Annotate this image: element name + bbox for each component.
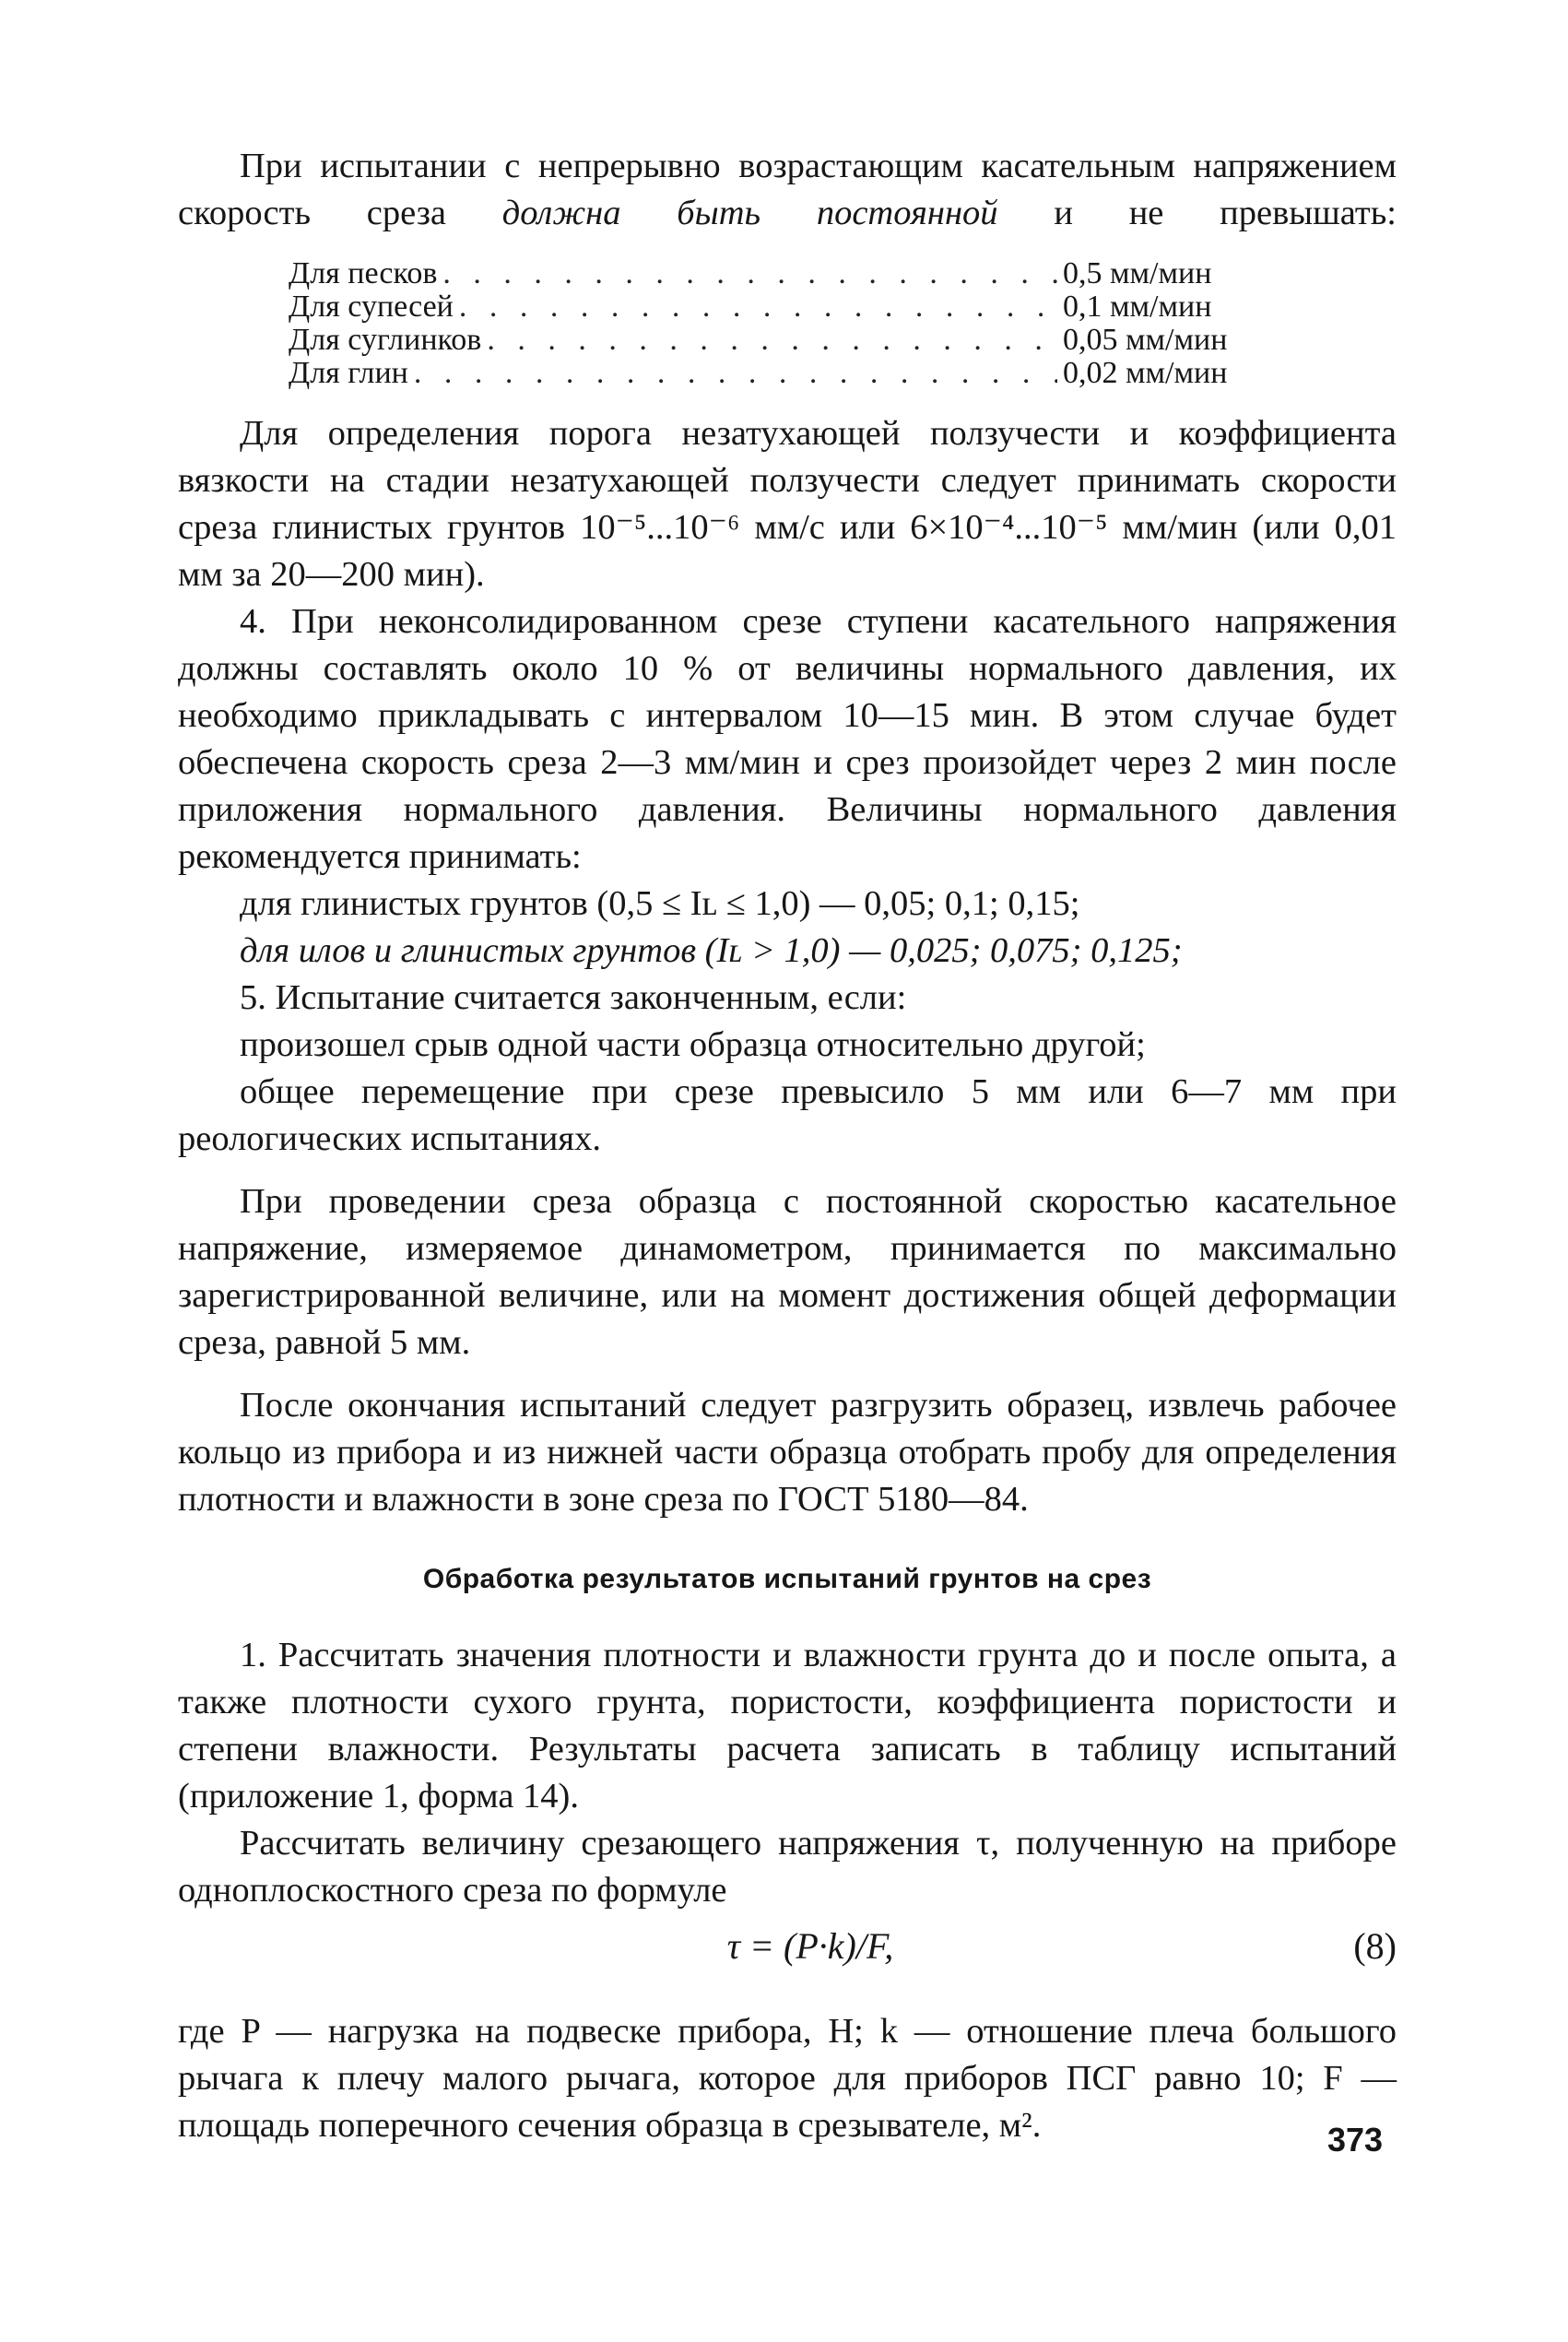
formula-number: (8) — [1353, 1925, 1397, 1967]
processing-step-1: 1. Рассчитать значения плотности и влажности грунта до и после опыта, а также плотности сухого грунта, пористости, коэффициента пористости и степени влажности. Результаты расчета записать в таблицу испытаний (приложение 1, форма 14). — [178, 1636, 1397, 1816]
speed-soil: Для глин — [289, 356, 408, 390]
section-heading: Обработка результатов испытаний грунтов на срез — [422, 1564, 1152, 1594]
creep-paragraph: Для определения порога незатухающей ползучести и коэффициента вязкости на стадии незатухающей ползучести следует принимать скорости среза глинистых грунтов 10⁻⁵...10⁻⁶ мм/с или 6×10⁻⁴...10⁻⁵ мм/мин (или 0,01 мм за 20—200 мин). — [178, 414, 1397, 594]
after-test-paragraph: После окончания испытаний следует разгрузить образец, извлечь рабочее кольцо из прибора и из нижней части образца отобрать пробу для определения плотности и влажности в зоне среза по ГОСТ 5180—84. — [178, 1386, 1397, 1519]
dot-leader — [442, 257, 1057, 290]
where-paragraph: где P — нагрузка на подвеске прибора, Н; k — отношение плеча большого рычага к плечу малого рычага, которое для приборов ПСГ равно 10; F — площадь поперечного сечения образца в срезывателе, м². — [178, 2012, 1397, 2145]
speed-row — [289, 290, 1284, 324]
condition-2: общее перемещение при срезе превысило 5 мм или 6—7 мм при реологических испытаниях. — [178, 1072, 1397, 1158]
shear-stress-formula: τ = (P·k)/F, — [726, 1925, 894, 1967]
speed-soil: Для суглинков — [289, 323, 482, 357]
speed-row — [289, 357, 1284, 390]
processing-step-2: Рассчитать величину срезающего напряжения τ, полученную на приборе одноплоскостного среза по формуле — [178, 1824, 1397, 1910]
speed-row — [289, 257, 1284, 290]
page-body — [178, 143, 1397, 2149]
formula-row — [178, 1920, 1397, 1973]
dot-leader — [414, 357, 1057, 390]
page-number: 373 — [1327, 2121, 1384, 2159]
speed-soil: Для супесей — [289, 290, 454, 324]
speed-row — [289, 324, 1284, 357]
pressure-clay-line: для глинистых грунтов (0,5 ≤ Iʟ ≤ 1,0) — 0,05; 0,1; 0,15; — [240, 884, 1080, 923]
pressure-silt-line: для илов и глинистых грунтов (Iʟ > 1,0) — 0,025; 0,075; 0,125; — [240, 931, 1183, 970]
speed-value: 0,1 мм/мин — [1063, 290, 1212, 324]
speed-value: 0,5 мм/мин — [1063, 256, 1212, 290]
item-4-paragraph: 4. При неконсолидированном срезе ступени касательного напряжения должны составлять около 10 % от величины нормального давления, их необходимо прикладывать с интервалом 10—15 мин. В этом случае будет обеспечена скорость среза 2—3 мм/мин и срез произойдет через 2 мин после приложения нормального давления. Величины нормального давления рекомендуется принимать: — [178, 602, 1397, 876]
condition-1: произошел срыв одной части образца относительно другой; — [240, 1025, 1146, 1064]
dot-leader — [459, 290, 1057, 324]
intro-paragraph: При испытании с непрерывно возрастающим касательным напряжением скорость среза должна быть постоянной и не превышать: — [178, 147, 1397, 232]
shear-speed-list — [289, 257, 1284, 390]
constant-speed-paragraph: При проведении среза образца с постоянной скоростью касательное напряжение, измеряемое динамометром, принимается по максимально зарегистрированной величине, или на момент достижения общей деформации среза, равной 5 мм. — [178, 1182, 1397, 1362]
speed-value: 0,05 мм/мин — [1063, 323, 1228, 357]
dot-leader — [487, 324, 1057, 357]
speed-soil: Для песков — [289, 256, 438, 290]
item-5-paragraph: 5. Испытание считается законченным, если: — [240, 978, 907, 1017]
speed-value: 0,02 мм/мин — [1063, 356, 1228, 390]
